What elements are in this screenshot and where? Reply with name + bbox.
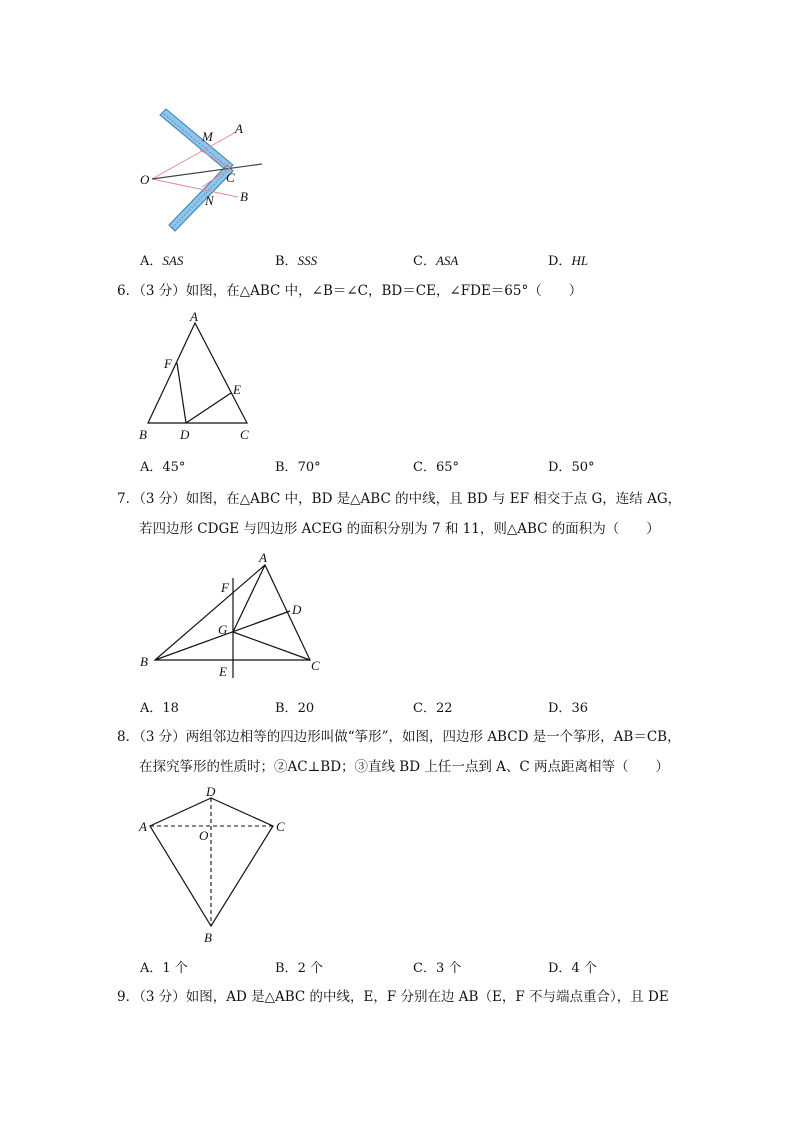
q6-stem: 6．（3 分）如图，在△ABC 中，∠B＝∠C，BD＝CE，∠FDE＝65°（ ） xyxy=(117,283,583,299)
q6-figure xyxy=(135,308,265,448)
q8-option-d[interactable]: D．4 个 xyxy=(548,961,597,976)
label-G: G xyxy=(218,622,228,637)
label-E: E xyxy=(233,382,241,397)
q8-figure xyxy=(135,783,295,948)
label-E: E xyxy=(219,664,227,679)
q5-option-c[interactable]: C．ASA xyxy=(413,253,459,269)
label-F: F xyxy=(164,356,172,371)
label-C: C xyxy=(276,819,285,834)
label-C: C xyxy=(311,658,320,673)
q6-option-a[interactable]: A．45° xyxy=(140,460,186,475)
label-M: M xyxy=(202,129,213,144)
label-D: D xyxy=(292,602,302,617)
q7-option-b[interactable]: B．20 xyxy=(275,701,315,716)
label-C: C xyxy=(226,170,235,185)
q8-option-c[interactable]: C．3 个 xyxy=(413,961,462,976)
label-B: B xyxy=(240,189,248,204)
q9-stem: 9．（3 分）如图，AD 是△ABC 的中线，E，F 分别在边 AB（E，F 不与端点重合），且 DE xyxy=(117,989,669,1005)
q7-option-c[interactable]: C．22 xyxy=(413,701,453,716)
q6-option-c[interactable]: C．65° xyxy=(413,460,459,475)
label-D: D xyxy=(206,784,216,799)
q5-option-d[interactable]: D．HL xyxy=(548,253,589,269)
q7-option-d[interactable]: D．36 xyxy=(548,701,588,716)
label-B: B xyxy=(140,654,148,669)
q5-figure xyxy=(130,105,270,235)
triangle-ABC xyxy=(148,323,247,423)
q7-stem-line2: 若四边形 CDGE 与四边形 ACEG 的面积分别为 7 和 11，则△ABC 的面积为（ ） xyxy=(139,521,660,537)
q6-option-d[interactable]: D．50° xyxy=(548,460,595,475)
ray-OC xyxy=(152,164,262,179)
segment-FD xyxy=(177,363,186,423)
label-O: O xyxy=(199,828,209,843)
label-A: A xyxy=(139,819,147,834)
segment-DE xyxy=(186,393,231,423)
q5-option-a[interactable]: A．SAS xyxy=(140,253,184,269)
label-C: C xyxy=(240,427,249,442)
label-O: O xyxy=(140,172,150,187)
label-B: B xyxy=(139,427,147,442)
label-F: F xyxy=(221,580,229,595)
label-A: A xyxy=(235,121,243,136)
q8-stem-line1: 8．（3 分）两组邻边相等的四边形叫做“筝形”，如图，四边形 ABCD 是一个筝形，AB＝CB， xyxy=(117,729,681,745)
q8-stem-line2: 在探究筝形的性质时；②AC⊥BD；③直线 BD 上任一点到 A、C 两点距离相等（ ） xyxy=(139,759,670,775)
q8-option-a[interactable]: A．1 个 xyxy=(140,961,188,976)
label-N: N xyxy=(205,193,214,208)
label-A: A xyxy=(259,550,267,565)
q8-option-b[interactable]: B．2 个 xyxy=(275,961,323,976)
label-D: D xyxy=(180,427,190,442)
label-A: A xyxy=(190,309,198,324)
q7-option-a[interactable]: A．18 xyxy=(140,701,179,716)
q7-stem-line1: 7．（3 分）如图，在△ABC 中，BD 是△ABC 的中线，且 BD 与 EF 相交于点 G，连结 AG， xyxy=(117,491,682,507)
label-B: B xyxy=(204,930,212,945)
q5-option-b[interactable]: B．SSS xyxy=(275,253,318,269)
q7-figure xyxy=(135,548,335,688)
q6-option-b[interactable]: B．70° xyxy=(275,460,321,475)
